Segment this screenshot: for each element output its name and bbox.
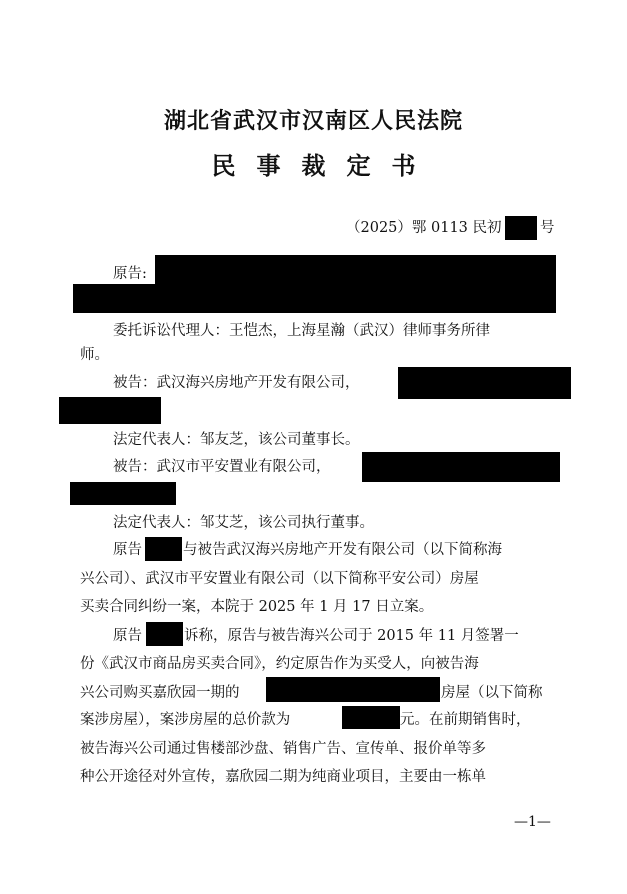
defendant2-representative: 法定代表人：邹艾芝，该公司执行董事。 <box>113 515 374 531</box>
para2-line3-start: 兴公司购买嘉欣园一期的 <box>80 685 240 701</box>
redaction-defendant1-2 <box>59 397 161 424</box>
para2-line1-start: 原告 <box>113 628 142 644</box>
defendant2-line: 被告：武汉市平安置业有限公司， <box>113 459 331 475</box>
agent-line-1: 委托诉讼代理人：王恺杰，上海星瀚（武汉）律师事务所律 <box>113 323 490 339</box>
redaction-defendant1-1 <box>398 367 571 399</box>
redaction-price <box>342 706 400 729</box>
para2-line4-end: 元。在前期销售时， <box>400 712 531 728</box>
para2-line2: 份《武汉市商品房买卖合同》，约定原告作为买受人，向被告海 <box>80 656 479 672</box>
defendant1-line: 被告：武汉海兴房地产开发有限公司， <box>113 375 360 391</box>
redaction-defendant2-1 <box>362 452 560 482</box>
para1-line2: 兴公司）、武汉市平安置业有限公司（以下简称平安公司）房屋 <box>80 571 479 587</box>
para2-line5: 被告海兴公司通过售楼部沙盘、销售广告、宣传单、报价单等多 <box>80 741 486 757</box>
redaction-property <box>266 677 440 702</box>
redaction-para2-plaintiff <box>146 622 183 646</box>
para2-line6: 种公开途径对外宣传，嘉欣园二期为纯商业项目，主要由一栋单 <box>80 769 486 785</box>
para1-line1-start: 原告 <box>113 542 142 558</box>
redaction-case-number <box>505 216 537 240</box>
redaction-defendant2-2 <box>70 482 176 505</box>
para2-line3-end: 房屋（以下简称 <box>441 685 543 701</box>
court-name: 湖北省武汉市汉南区人民法院 <box>163 109 463 134</box>
page-number: —1— <box>514 814 551 830</box>
para2-line1-end: 诉称，原告与被告海兴公司于 2015 年 11 月签署一 <box>184 628 519 644</box>
case-number-suffix: 号 <box>540 220 555 236</box>
para2-line4-start: 案涉房屋），案涉房屋的总价款为 <box>80 712 291 728</box>
redaction-plaintiff-2 <box>73 284 556 313</box>
para1-line1-end: 与被告武汉海兴房地产开发有限公司（以下简称海 <box>183 542 502 558</box>
para1-line3: 买卖合同纠纷一案，本院于 2025 年 1 月 17 日立案。 <box>80 599 434 615</box>
redaction-para1-plaintiff <box>145 537 182 561</box>
agent-line-2: 师。 <box>80 347 109 363</box>
case-number-prefix: （2025）鄂 0113 民初 <box>346 220 502 236</box>
redaction-plaintiff-1 <box>155 255 556 284</box>
defendant1-representative: 法定代表人：邹友芝，该公司董事长。 <box>113 432 360 448</box>
plaintiff-label: 原告: <box>113 266 147 282</box>
document-title: 民事裁定书 <box>211 152 437 180</box>
